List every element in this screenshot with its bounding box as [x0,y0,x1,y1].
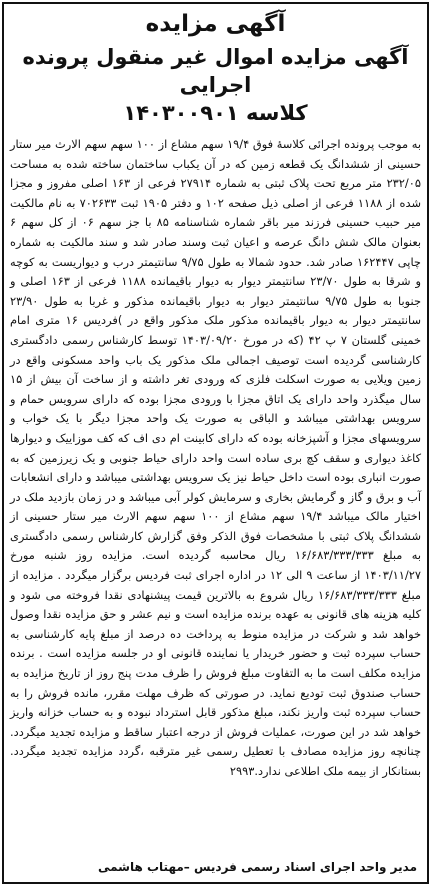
signature-line: مدیر واحد اجرای اسناد رسمی فردیس –مهتاب هاشمی [97,860,417,874]
notice-body: به موجب پرونده اجرائی کلاسهٔ فوق ۱۹/۴ سهم مشاع از ۱۰۰ سهم سهم الارث میر ستار حسینی از ششدانگ یک قطعه زمین که در آن یکباب ساختمان ساخته شده به مساحت ۲۳۲/۰۵ متر مربع تحت پلاک ثبتی به شماره ۲۷۹۱۴ فرعی از ۱۶۳ اصلی مفروز و مجزا شده از ۱۱۸۸ فرعی از اصلی ذیل صفحه ۱۰۲ و دفتر ۱۹۰۵ ثبت ۷۰۲۶۳۳ به نام مالکیت میر حبیب حسینی فرزند میر باقر شماره شناسنامه ۸۵ با جز سهم ۰۶ از کل سهم ۶ بعنوان مالک شش دانگ عرصه و اعیان ثبت وسند صادر شد و سند مالکیت به شماره چاپی ۱۶۲۴۴۷ صادر شد. حدود شمالا به طول ۹/۷۵ سانتیمتر درب و دیواریست به کوچه و شرقا به طول ۲۳/۷۰ سانتیمتر دیوار به دیوار باقیمانده ۱۱۸۸ فرعی از ۱۶۳ اصلی و جنوبا به طول ۹/۷۵ سانتیمتر دیوار به دیوار باقیمانده مذکور و غربا به طول ۲۳/۹۰ سانتیمتر دیوار به دیوار باقیمانده مذکور ملک مذکور واقع در )فردیس ۱۶ متری امام خمینی گلستان ۷ پ ۴۲ (که در مورخ ۱۴۰۳/۰۹/۲۰ توسط کارشناس رسمی دادگستری کارشناسی گردیده است توصیف اجمالی ملک مذکور یک باب واحد مسکونی واقع در زمین ویلایی به صورت اسکلت فلزی که ورودی تغر داشته و از ساخت آن بیش از ۱۵ سال میگذرد واحد دارای یک اتاق مجزا با ورودی مجزا بوده که دارای سرویس حمام و سرویس بهداشتی میباشد و الباقی به صورت یک واحد مجزا دیگر با یک خواب و سرویسهای مجزا و آشپزخانه بوده که دارای کابینت ام دی اف که کف موزاییک و دیوارها کاغذ دیواری و سقف کچ بری ساده است واحد دارای حیاط جنوبی و یک زیرزمین که به صورت انباری بوده است داخل حیاط نیز یک سرویس بهداشتی میباشد و دارای انشعابات آب و برق و گاز و گرمایش بخاری و سرمایش کولر آبی میباشد و در زمان بازدید ملک در اختیار مالک میباشد ۱۹/۴ سهم مشاع از ۱۰۰ سهم سهم الارث میر ستار حسینی از ششدانگ پلاک ثبتی با مشخصات فوق الذکر وفق گزارش کارشناس رسمی دادگستری به مبلغ ۱۶/۶۸۳/۳۳۳/۳۳۳ ریال محاسبه گردیده است. مزایده روز شنبه مورخ ۱۴۰۳/۱۱/۲۷ از ساعت ۹ الی ۱۲ در اداره اجرای ثبت فردیس برگزار میگردد . مزایده از مبلغ ۱۶/۶۸۳/۳۳۳/۳۳۳ ریال شروع به بالاترین قیمت پیشنهادی نقدا فروخته می شود و کلیه هزینه های قانونی به عهده برنده مزایده است و نیم عشر و حق مزایده نقدا وصول خواهد شد و شرکت در مزایده منوط به پرداخت ده درصد از مبلغ پایه کارشناسی به حساب سپرده ثبت و حضور خریدار یا نماینده قانونی او در جلسه مزایده است . برنده مزایده مکلف است ما به التفاوت مبلغ فروش را ظرف مدت پنج روز از تاریخ مزایده به حساب صندوق ثبت تودیع نماید. در صورتی که ظرف مهلت مقرر، مانده فروش را به حساب سپرده ثبت واریز نکند، مبلغ مذکور قابل استرداد نبوده و به حساب خزانه واریز خواهد شد در این صورت، عملیات فروش از درجه اعتبار ساقط و مزایده تجدید میگردد. چنانچه روز مزایده مصادف با تعطیل رسمی غیر مترقبه ،گردد مزایده تجدید میگردد. بستانکار از بیمه ملک اطلاعی ندارد.۲۹۹۳ [10,137,422,778]
notice-title: آگهی مزایده [145,11,286,37]
notice-frame [2,2,429,884]
notice-subtitle: آگهی مزایده اموال غیر منقول پرونده اجرایی [22,45,409,97]
file-number: کلاسه ۱۴۰۳۰۰۹۰۱ [123,101,308,125]
